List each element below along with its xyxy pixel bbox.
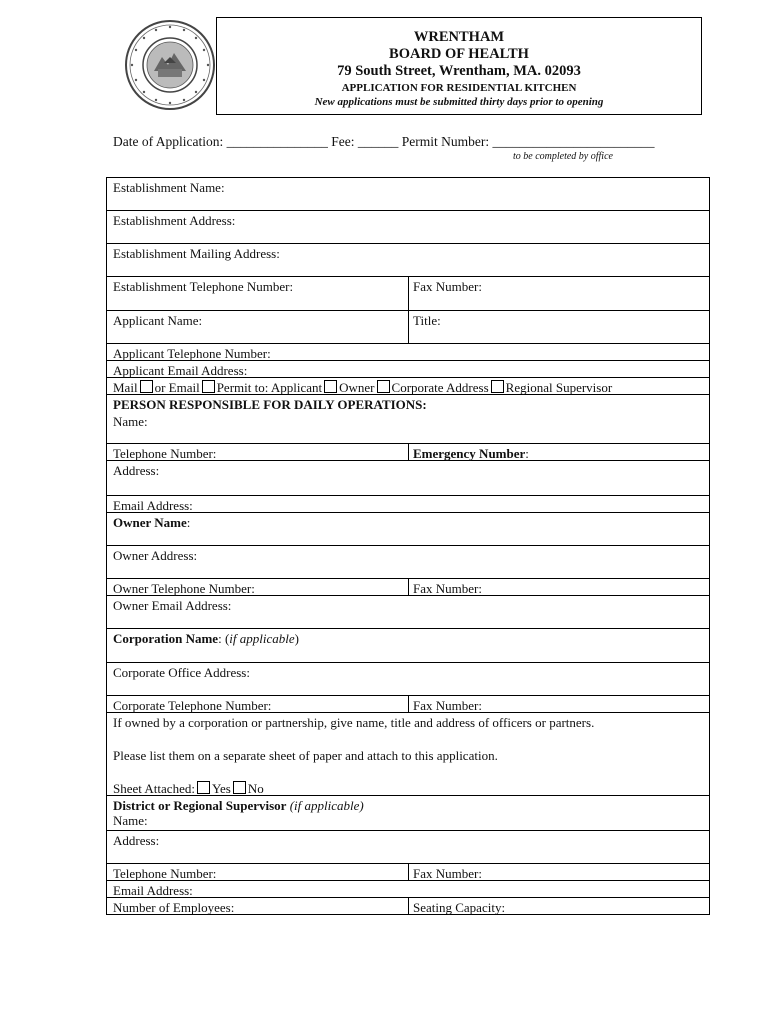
- establishment-address-field[interactable]: Establishment Address:: [113, 213, 236, 228]
- fee-field[interactable]: Fee: ______: [331, 134, 402, 149]
- town-seal-logo: [124, 19, 216, 111]
- corporate-address-label: Corporate Address: [391, 380, 489, 395]
- row-permit-options: [107, 378, 709, 395]
- responsible-name-field[interactable]: Name:: [113, 414, 148, 429]
- no-label: No: [247, 781, 264, 796]
- row-employees: [107, 898, 709, 915]
- row-owner-address: [107, 546, 709, 579]
- yes-label: Yes: [211, 781, 231, 796]
- application-form-table: [106, 177, 710, 915]
- email-checkbox[interactable]: [202, 380, 215, 393]
- responsible-email-field[interactable]: Email Address:: [113, 498, 193, 513]
- office-use-note: to be completed by office: [513, 151, 613, 162]
- mail-label: Mail: [113, 380, 138, 395]
- person-responsible-heading: PERSON RESPONSIBLE FOR DAILY OPERATIONS:: [113, 397, 427, 412]
- header-note: New applications must be submitted thirty days prior to opening: [314, 96, 604, 108]
- sheet-yes-checkbox[interactable]: [197, 781, 210, 794]
- corporation-name-field[interactable]: Corporation Name: (if applicable): [113, 631, 299, 646]
- row-establishment-address: [107, 211, 709, 244]
- owner-fax-field[interactable]: Fax Number:: [413, 581, 482, 596]
- sheet-attached-label: Sheet Attached:: [113, 781, 195, 796]
- applicant-email-field[interactable]: Applicant Email Address:: [113, 363, 248, 378]
- mail-checkbox[interactable]: [140, 380, 153, 393]
- row-corporate-phone: [107, 696, 709, 713]
- row-owner-name: [107, 513, 709, 546]
- permit-options-line: [113, 378, 612, 395]
- row-corporation-name: [107, 629, 709, 663]
- permit-number-field[interactable]: Permit Number: ________________________: [401, 134, 655, 149]
- emergency-number-field[interactable]: Emergency Number:: [413, 446, 529, 461]
- supervisor-email-field[interactable]: Email Address:: [113, 883, 193, 898]
- header-address: 79 South Street, Wrentham, MA. 02093: [337, 63, 581, 79]
- email-label: or Email: [154, 380, 200, 395]
- corporate-phone-field[interactable]: Corporate Telephone Number:: [113, 698, 272, 713]
- sheet-attached-line: [113, 781, 264, 796]
- establishment-fax-field[interactable]: Fax Number:: [413, 279, 482, 294]
- number-of-employees-field[interactable]: Number of Employees:: [113, 900, 235, 915]
- header-town: WRENTHAM: [413, 29, 505, 45]
- owner-name-field[interactable]: Owner Name:: [113, 515, 191, 530]
- row-responsible-phone: [107, 444, 709, 461]
- establishment-phone-field[interactable]: Establishment Telephone Number:: [113, 279, 294, 294]
- application-date-line: [113, 134, 654, 150]
- owner-phone-field[interactable]: Owner Telephone Number:: [113, 581, 255, 596]
- establishment-name-field[interactable]: Establishment Name:: [113, 180, 225, 195]
- date-of-application-field[interactable]: Date of Application: _______________: [113, 134, 332, 149]
- supervisor-address-field[interactable]: Address:: [113, 833, 160, 848]
- applicant-phone-field[interactable]: Applicant Telephone Number:: [113, 346, 271, 361]
- establishment-mailing-field[interactable]: Establishment Mailing Address:: [113, 246, 280, 261]
- responsible-phone-field[interactable]: Telephone Number:: [113, 446, 217, 461]
- owner-checkbox[interactable]: [377, 380, 390, 393]
- corporate-office-field[interactable]: Corporate Office Address:: [113, 665, 250, 680]
- row-establishment-name: [107, 178, 709, 211]
- officers-note: If owned by a corporation or partnership, give name, title and address of officers or partners.: [113, 715, 595, 730]
- applicant-checkbox[interactable]: [324, 380, 337, 393]
- row-corporate-office: [107, 663, 709, 696]
- row-supervisor-address: [107, 831, 709, 864]
- row-officers: [107, 713, 709, 796]
- owner-address-field[interactable]: Owner Address:: [113, 548, 198, 563]
- row-applicant-email: [107, 361, 709, 378]
- row-district-supervisor: [107, 796, 709, 831]
- row-establishment-phone: [107, 277, 709, 311]
- seating-capacity-field[interactable]: Seating Capacity:: [413, 900, 506, 915]
- applicant-name-field[interactable]: Applicant Name:: [113, 313, 203, 328]
- owner-email-field[interactable]: Owner Email Address:: [113, 598, 232, 613]
- row-establishment-mailing: [107, 244, 709, 277]
- corporate-address-checkbox[interactable]: [491, 380, 504, 393]
- corporate-fax-field[interactable]: Fax Number:: [413, 698, 482, 713]
- supervisor-fax-field[interactable]: Fax Number:: [413, 866, 482, 881]
- applicant-title-field[interactable]: Title:: [413, 313, 441, 328]
- sheet-no-checkbox[interactable]: [233, 781, 246, 794]
- row-applicant-phone: [107, 344, 709, 361]
- row-person-responsible: [107, 395, 709, 444]
- supervisor-name-field[interactable]: Name:: [113, 813, 148, 828]
- row-supervisor-phone: [107, 864, 709, 881]
- header-board: BOARD OF HEALTH: [389, 46, 529, 62]
- owner-label: Owner: [339, 380, 375, 395]
- row-supervisor-email: [107, 881, 709, 898]
- row-responsible-address: [107, 461, 709, 496]
- header-title-box: [216, 17, 702, 115]
- row-owner-email: [107, 596, 709, 629]
- permit-to-applicant-label: Permit to: Applicant: [216, 380, 323, 395]
- header-form-title: APPLICATION FOR RESIDENTIAL KITCHEN: [341, 82, 577, 94]
- responsible-address-field[interactable]: Address:: [113, 463, 160, 478]
- row-responsible-email: [107, 496, 709, 513]
- supervisor-phone-field[interactable]: Telephone Number:: [113, 866, 217, 881]
- row-owner-phone: [107, 579, 709, 596]
- district-supervisor-heading: District or Regional Supervisor (if applicable): [113, 798, 364, 813]
- regional-supervisor-label: Regional Supervisor: [505, 380, 613, 395]
- row-applicant-name: [107, 311, 709, 344]
- separate-sheet-note: Please list them on a separate sheet of paper and attach to this application.: [113, 748, 498, 763]
